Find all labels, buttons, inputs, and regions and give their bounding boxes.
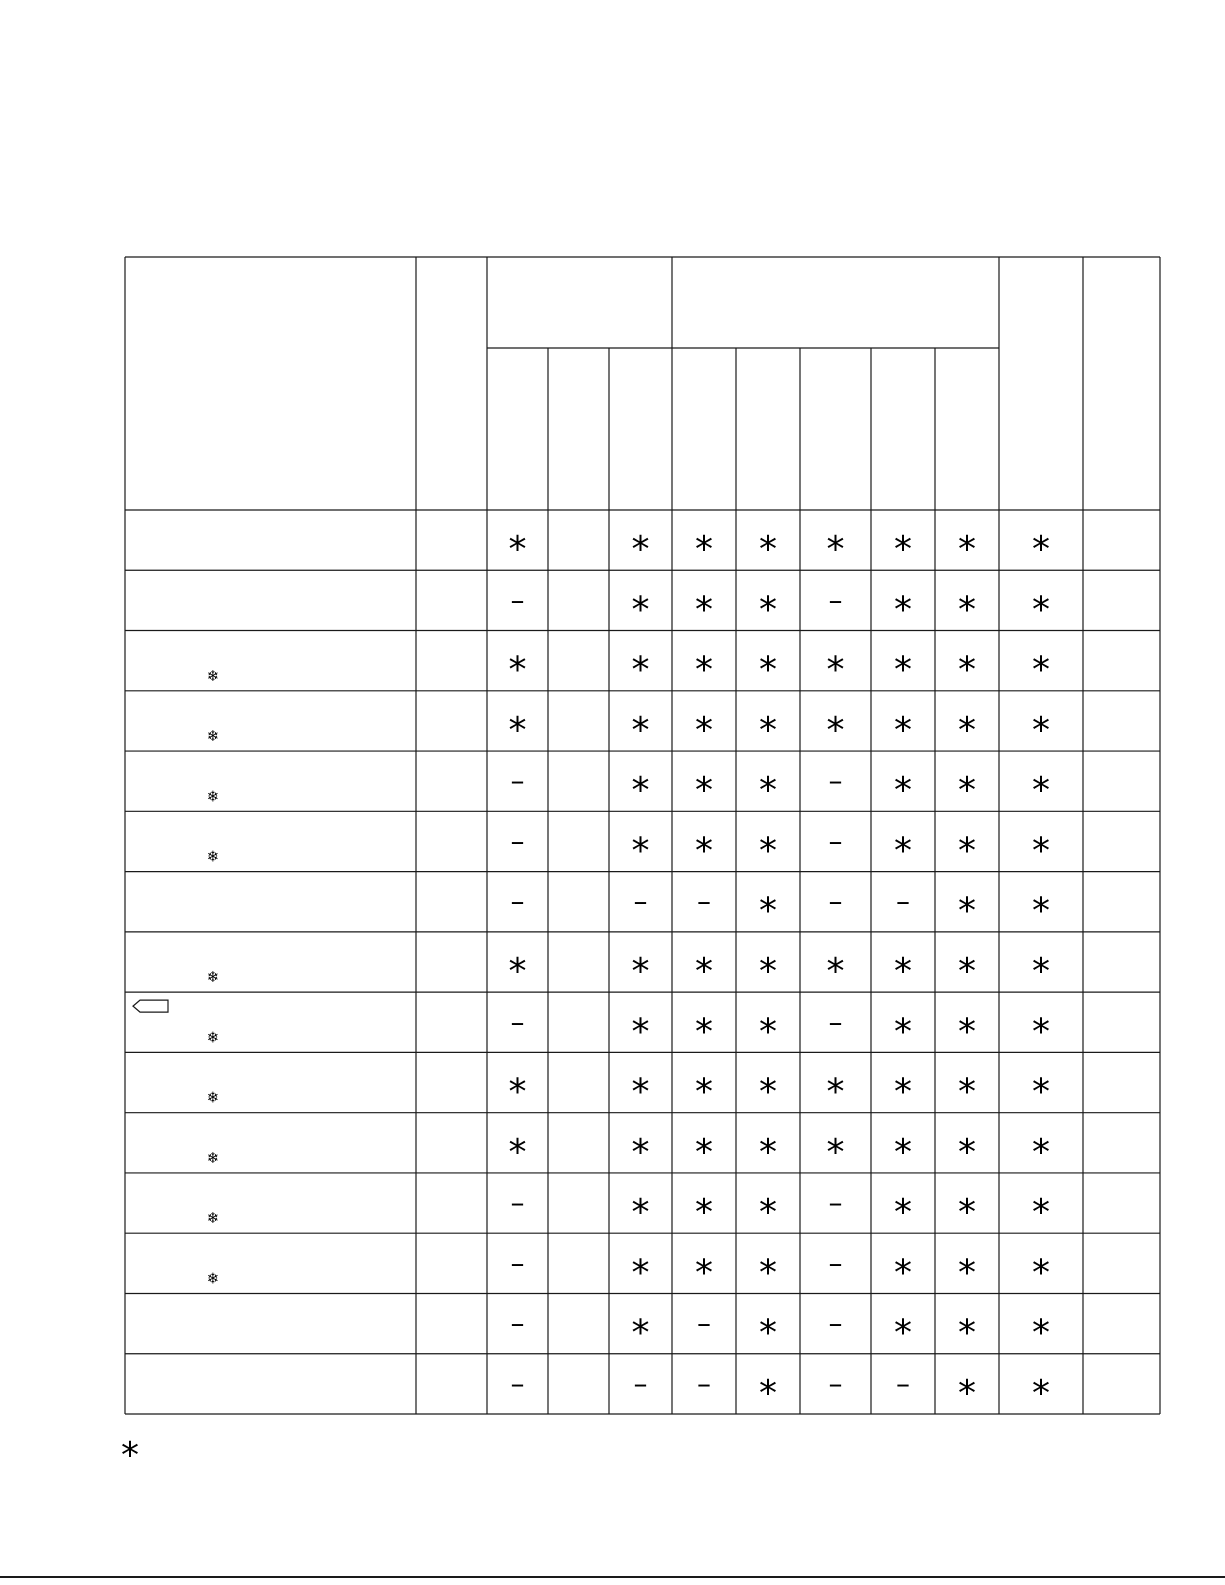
cell-asterisk-mark: * <box>958 589 976 631</box>
cell-asterisk-mark: * <box>826 951 845 992</box>
page-bottom-rule <box>0 1576 1225 1578</box>
cell-asterisk-mark: * <box>958 1011 976 1053</box>
cell-asterisk-mark: * <box>631 649 650 691</box>
cell-asterisk-mark: * <box>695 529 713 571</box>
cell-asterisk-mark: * <box>958 709 976 751</box>
cell-asterisk-mark: * <box>958 830 976 872</box>
cell-dash-mark: – <box>828 764 843 798</box>
cell-asterisk-mark: * <box>1032 770 1050 812</box>
cell-dash-mark: – <box>828 1186 843 1220</box>
cell-asterisk-mark: * <box>826 649 845 691</box>
cell-asterisk-mark: * <box>894 830 912 872</box>
cell-asterisk-mark: * <box>894 1252 912 1294</box>
cell-dash-mark: – <box>510 1005 525 1039</box>
cell-dash-mark: – <box>828 1366 843 1400</box>
cell-asterisk-mark: * <box>508 709 527 751</box>
cell-dash-mark: – <box>828 1246 843 1280</box>
cell-asterisk-mark: * <box>631 951 650 992</box>
cell-asterisk-mark: * <box>958 1252 976 1294</box>
cell-dash-mark: – <box>828 1005 843 1039</box>
cell-asterisk-mark: * <box>695 649 713 691</box>
cell-asterisk-mark: * <box>631 830 650 872</box>
cell-asterisk-mark: * <box>508 1131 527 1173</box>
cell-asterisk-mark: * <box>894 1011 912 1053</box>
cell-asterisk-mark: * <box>1032 649 1050 691</box>
cell-asterisk-mark: * <box>631 589 650 631</box>
snowflake-icon: ❄ <box>206 1148 220 1167</box>
cell-asterisk-mark: * <box>958 1071 976 1113</box>
cell-asterisk-mark: * <box>1032 1372 1050 1414</box>
cell-asterisk-mark: * <box>1032 529 1050 571</box>
cell-asterisk-mark: * <box>695 1071 713 1113</box>
cell-asterisk-mark: * <box>958 890 976 932</box>
cell-asterisk-mark: * <box>958 951 976 992</box>
cell-asterisk-mark: * <box>958 529 976 571</box>
cell-asterisk-mark: * <box>631 770 650 812</box>
cell-asterisk-mark: * <box>695 589 713 631</box>
cell-asterisk-mark: * <box>894 1131 912 1173</box>
cell-asterisk-mark: * <box>631 1071 650 1113</box>
cell-asterisk-mark: * <box>631 1192 650 1234</box>
cell-asterisk-mark: * <box>894 770 912 812</box>
cell-asterisk-mark: * <box>958 1131 976 1173</box>
cell-asterisk-mark: * <box>894 589 912 631</box>
cell-asterisk-mark: * <box>958 1192 976 1234</box>
cell-dash-mark: – <box>697 884 711 918</box>
cell-asterisk-mark: * <box>695 951 713 992</box>
cell-dash-mark: – <box>896 1366 910 1400</box>
cell-asterisk-mark: * <box>826 529 845 571</box>
cell-dash-mark: – <box>828 583 843 617</box>
cell-dash-mark: – <box>633 884 648 918</box>
snowflake-icon: ❄ <box>206 666 220 685</box>
snowflake-icon: ❄ <box>206 787 220 806</box>
cell-asterisk-mark: * <box>759 649 777 691</box>
cell-asterisk-mark: * <box>1032 1011 1050 1053</box>
cell-asterisk-mark: * <box>826 1071 845 1113</box>
tag-icon <box>133 1000 168 1012</box>
cell-dash-mark: – <box>510 583 525 617</box>
cell-asterisk-mark: * <box>894 529 912 571</box>
cell-asterisk-mark: * <box>759 951 777 992</box>
cell-asterisk-mark: * <box>695 1192 713 1234</box>
cell-asterisk-mark: * <box>759 1312 777 1354</box>
table-marks <box>509 529 1051 1414</box>
cell-asterisk-mark: * <box>1032 951 1050 992</box>
cell-asterisk-mark: * <box>759 890 777 932</box>
cell-asterisk-mark: * <box>631 1312 650 1354</box>
cell-dash-mark: – <box>828 824 843 858</box>
cell-dash-mark: – <box>510 824 525 858</box>
cell-asterisk-mark: * <box>1032 1252 1050 1294</box>
cell-asterisk-mark: * <box>695 1131 713 1173</box>
cell-asterisk-mark: * <box>759 830 777 872</box>
cell-asterisk-mark: * <box>631 1252 650 1294</box>
snowflake-icon: ❄ <box>206 1209 220 1228</box>
cell-asterisk-mark: * <box>695 830 713 872</box>
cell-asterisk-mark: * <box>508 951 527 992</box>
cell-asterisk-mark: * <box>826 709 845 751</box>
cell-asterisk-mark: * <box>958 770 976 812</box>
cell-asterisk-mark: * <box>894 951 912 992</box>
snowflake-icon: ❄ <box>206 727 220 746</box>
cell-asterisk-mark: * <box>958 649 976 691</box>
cell-dash-mark: – <box>697 1366 711 1400</box>
cell-asterisk-mark: * <box>508 1071 527 1113</box>
cell-asterisk-mark: * <box>508 649 527 691</box>
cell-asterisk-mark: * <box>631 1131 650 1173</box>
cell-asterisk-mark: * <box>894 1071 912 1113</box>
cell-asterisk-mark: * <box>1032 709 1050 751</box>
snowflake-icon: ❄ <box>206 847 220 866</box>
snowflake-icon: ❄ <box>206 1088 220 1107</box>
cell-asterisk-mark: * <box>894 1192 912 1234</box>
snowflake-icon: ❄ <box>206 1028 220 1047</box>
cell-dash-mark: – <box>828 884 843 918</box>
cell-asterisk-mark: * <box>1032 830 1050 872</box>
cell-asterisk-mark: * <box>695 1011 713 1053</box>
cell-dash-mark: – <box>510 1246 525 1280</box>
cell-asterisk-mark: * <box>759 1011 777 1053</box>
cell-dash-mark: – <box>633 1366 648 1400</box>
cell-asterisk-mark: * <box>759 770 777 812</box>
cell-asterisk-mark: * <box>695 1252 713 1294</box>
cell-asterisk-mark: * <box>759 709 777 751</box>
cell-asterisk-mark: * <box>631 529 650 571</box>
cell-dash-mark: – <box>510 884 525 918</box>
cell-asterisk-mark: * <box>894 649 912 691</box>
cell-dash-mark: – <box>510 1306 525 1340</box>
cell-asterisk-mark: * <box>695 770 713 812</box>
cell-dash-mark: – <box>697 1306 711 1340</box>
cell-asterisk-mark: * <box>894 709 912 751</box>
cell-asterisk-mark: * <box>631 709 650 751</box>
cell-asterisk-mark: * <box>894 1312 912 1354</box>
cell-asterisk-mark: * <box>759 1192 777 1234</box>
row-icons <box>133 667 219 1288</box>
cell-dash-mark: – <box>828 1306 843 1340</box>
cell-asterisk-mark: * <box>1032 589 1050 631</box>
cell-asterisk-mark: * <box>958 1312 976 1354</box>
cell-asterisk-mark: * <box>826 1131 845 1173</box>
cell-asterisk-mark: * <box>759 1131 777 1173</box>
cell-asterisk-mark: * <box>759 1372 777 1414</box>
footnote-asterisk: * <box>121 1435 139 1476</box>
cell-asterisk-mark: * <box>759 1252 777 1294</box>
cell-asterisk-mark: * <box>631 1011 650 1053</box>
cell-asterisk-mark: * <box>958 1372 976 1414</box>
snowflake-icon: ❄ <box>206 1269 220 1288</box>
cell-asterisk-mark: * <box>759 1071 777 1113</box>
cell-asterisk-mark: * <box>508 529 527 571</box>
cell-dash-mark: – <box>896 884 910 918</box>
cell-dash-mark: – <box>510 1186 525 1220</box>
cell-dash-mark: – <box>510 764 525 798</box>
cell-asterisk-mark: * <box>1032 1131 1050 1173</box>
cell-asterisk-mark: * <box>695 709 713 751</box>
cell-asterisk-mark: * <box>1032 1312 1050 1354</box>
cell-asterisk-mark: * <box>759 589 777 631</box>
cell-asterisk-mark: * <box>1032 1071 1050 1113</box>
snowflake-icon: ❄ <box>206 968 220 987</box>
cell-asterisk-mark: * <box>1032 1192 1050 1234</box>
cell-asterisk-mark: * <box>1032 890 1050 932</box>
cell-asterisk-mark: * <box>759 529 777 571</box>
cell-dash-mark: – <box>510 1366 525 1400</box>
